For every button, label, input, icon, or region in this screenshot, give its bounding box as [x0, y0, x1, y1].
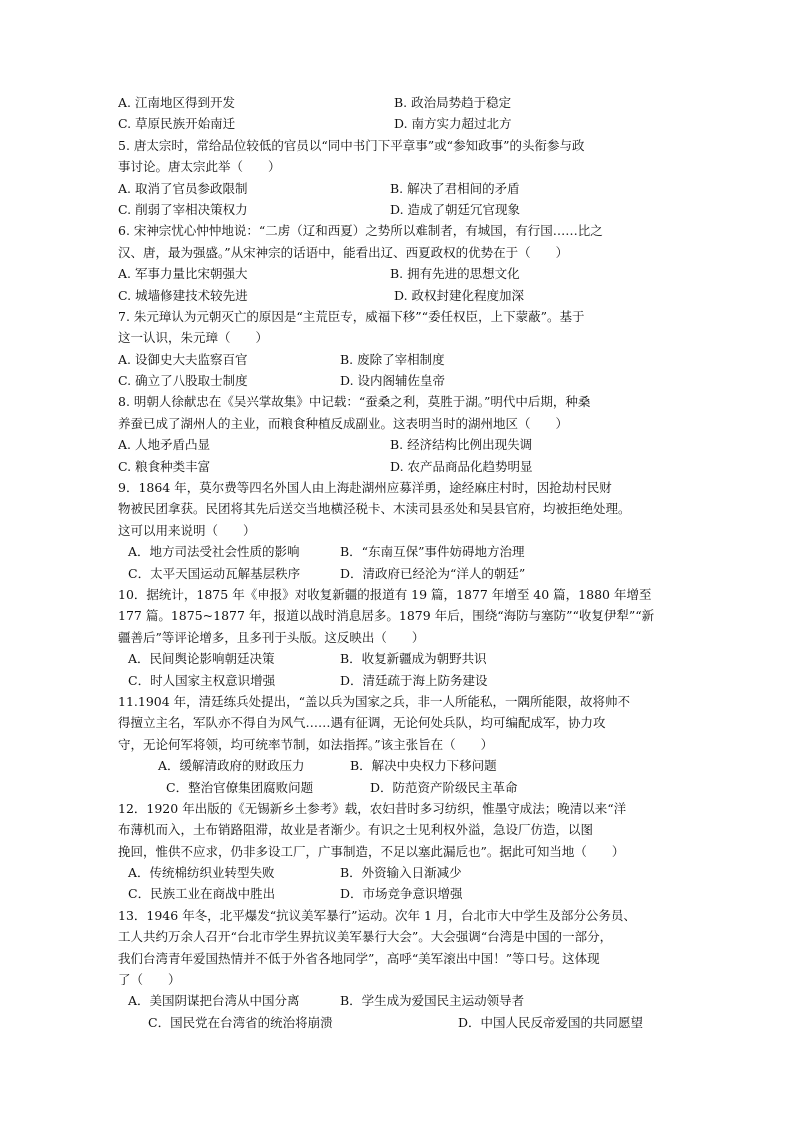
option-row — [118, 541, 678, 562]
question-text-line: 这一认识，朱元璋（ ） — [118, 330, 269, 346]
option-row — [118, 199, 678, 220]
option-row — [118, 777, 678, 798]
option-left: A．传统棉纺织业转型失败 — [128, 865, 275, 881]
option-row — [118, 285, 678, 306]
option-left: C．民族工业在商战中胜出 — [128, 886, 276, 902]
question-text-line: 疆善后”等评论增多，且多刊于头版。这反映出（ ） — [118, 629, 425, 645]
option-right: D．清廷疏于海上防务建设 — [340, 672, 488, 688]
question-text-line: 177 篇。1875~1877 年，报道以战时消息居多。1879 年后，围绕“海防与塞防”“收复伊犁”“新 — [118, 608, 655, 624]
option-right: B. 政治局势趋于稳定 — [394, 95, 512, 110]
question-text-line: 工人共约万余人召开“台北市学生界抗议美军暴行大会”。大会强调“台湾是中国的一部分， — [118, 929, 613, 945]
option-left: C．时人国家主权意识增强 — [128, 672, 276, 688]
option-left: C. 确立了八股取士制度 — [118, 373, 248, 389]
option-row — [118, 370, 678, 391]
option-row — [118, 434, 678, 455]
question-text-line: 物被民团拿获。民团将其先后送交当地横泾税卡、木渎司县丞处和吴县官府，均被拒绝处理。 — [118, 501, 631, 517]
question-text-line: 10．据统计，1875 年《申报》对收复新疆的报道有 19 篇，1877 年增至 40 篇，1880 年增至 — [118, 586, 652, 602]
question-text-line: 7. 朱元璋认为元朝灭亡的原因是“主荒臣专，威福下移”“委任权臣，上下蒙蔽”。基于 — [118, 308, 585, 324]
question-text-line: 守，无论何军将领，均可统率节制，如法指挥。”该主张旨在（ ） — [118, 736, 494, 752]
option-row — [118, 883, 678, 904]
option-row — [118, 263, 678, 284]
option-right: D. 政权封建化程度加深 — [394, 287, 525, 303]
question-text-line: 事讨论。唐太宗此举（ ） — [118, 159, 281, 175]
option-left: A. 人地矛盾凸显 — [118, 437, 210, 453]
exam-page — [118, 92, 678, 1033]
option-right: D. 设内阁辅佐皇帝 — [340, 373, 446, 389]
question-text-line: 12．1920 年出版的《无锡新乡土参考》载，农妇昔时多习纺织，惟墨守成法；晚清以来“洋 — [118, 800, 627, 816]
option-left: A. 设御史大夫监察百官 — [118, 351, 248, 367]
question-text-line: 8. 明朝人徐献忠在《吴兴掌故集》中记载：“蚕桑之利，莫胜于湖。”明代中后期，种桑 — [118, 394, 591, 410]
option-left: C. 城墙修建技术较先进 — [118, 287, 248, 303]
option-row — [118, 862, 678, 883]
option-right: D．清政府已经沦为“洋人的朝廷” — [340, 565, 526, 581]
option-row — [118, 648, 678, 669]
option-row — [118, 755, 678, 776]
option-right: B．解决中央权力下移问题 — [350, 758, 497, 774]
option-left: C．国民党在台湾省的统治将崩溃 — [148, 1014, 333, 1030]
option-right: B. 解决了君相间的矛盾 — [390, 180, 520, 196]
question-text-line: 汉、唐，最为强盛。”从宋神宗的话语中，能看出辽、西夏政权的优势在于（ ） — [118, 244, 569, 260]
option-right: B. 拥有先进的思想文化 — [390, 266, 520, 282]
option-row — [118, 990, 678, 1011]
option-left: A. 江南地区得到开发 — [118, 95, 235, 110]
option-row — [118, 178, 678, 199]
option-row — [118, 456, 678, 477]
option-left: C. 粮食种类丰富 — [118, 458, 211, 474]
option-left: A. 取消了官员参政限制 — [118, 180, 248, 196]
option-left: A．美国阴谋把台湾从中国分离 — [128, 993, 300, 1009]
question-text-line: 了（ ） — [118, 972, 181, 988]
option-row — [118, 670, 678, 691]
option-row — [118, 1012, 678, 1033]
option-left: A．民间舆论影响朝廷决策 — [128, 651, 275, 667]
option-right: D. 南方实力超过北方 — [394, 116, 512, 132]
option-right: D. 造成了朝廷冗官现象 — [390, 201, 521, 217]
question-text-line: 这可以用来说明（ ） — [118, 522, 256, 538]
option-right: D. 农产品商品化趋势明显 — [390, 458, 533, 474]
option-left: A．缓解清政府的财政压力 — [158, 758, 305, 774]
option-right: D．中国人民反帝爱国的共同愿望 — [458, 1014, 644, 1030]
question-text-line: 9．1864 年，莫尔费等四名外国人由上海赴湖州应募洋勇，途经麻庄村时，因抢劫村民财 — [118, 480, 612, 496]
option-left: C．整治官僚集团腐败问题 — [166, 779, 314, 795]
question-text-line: 我们台湾青年爱国热情并不低于外省各地同学”，高呼“美军滚出中国！”等口号。这体现 — [118, 950, 600, 966]
question-text-line: 挽回，惟供不应求，仍非多设工厂，广事制造，不足以塞此漏卮也”。据此可知当地（ ） — [118, 843, 625, 859]
option-right: B. 废除了宰相制度 — [340, 351, 445, 367]
option-row — [118, 349, 678, 370]
option-right: D．市场竞争意识增强 — [340, 886, 463, 902]
option-left: C. 草原民族开始南迁 — [118, 116, 236, 132]
option-right: B．学生成为爱国民主运动领导者 — [340, 993, 525, 1009]
question-text-line: 布薄机而入，土布销路阻滞，故业是者渐少。有识之士见利权外溢，急设厂仿造，以图 — [118, 822, 594, 838]
question-text-line: 13．1946 年冬，北平爆发“抗议美军暴行”运动。次年 1 月，台北市大中学生及部分公务员、 — [118, 907, 636, 923]
option-row — [118, 113, 678, 134]
question-text-line: 6. 宋神宗忧心忡忡地说：“二虏（辽和西夏）之势所以难制者，有城国，有行国……比之 — [118, 223, 603, 239]
option-right: D．防范资产阶级民主革命 — [370, 779, 518, 795]
option-right: B. 经济结构比例出现失调 — [390, 437, 533, 453]
option-row — [118, 563, 678, 584]
option-row — [118, 92, 678, 113]
option-right: B．“东南互保”事件妨碍地方治理 — [340, 544, 525, 560]
question-text-line: 养蚕已成了湖州人的主业，而粮食种植反成副业。这表明当时的湖州地区（ ） — [118, 415, 569, 431]
option-right: B．收复新疆成为朝野共识 — [340, 651, 487, 667]
option-left: A. 军事力量比宋朝强大 — [118, 266, 248, 282]
option-left: A．地方司法受社会性质的影响 — [128, 544, 300, 560]
question-text-line: 11.1904 年，清廷练兵处提出，“盖以兵为国家之兵，非一人所能私，一隅所能限，故将帅不 — [118, 693, 631, 709]
option-left: C．太平天国运动瓦解基层秩序 — [128, 565, 301, 581]
option-left: C. 削弱了宰相决策权力 — [118, 201, 248, 217]
question-text-line: 得擅立主名，军队亦不得自为风气……遇有征调，无论何处兵队，均可编配成军，协力攻 — [118, 715, 606, 731]
option-right: B．外资输入日渐减少 — [340, 865, 462, 881]
question-text-line: 5. 唐太宗时，常给品位较低的官员以“同中书门下平章事”或“参知政事”的头衔参与政 — [118, 137, 585, 153]
